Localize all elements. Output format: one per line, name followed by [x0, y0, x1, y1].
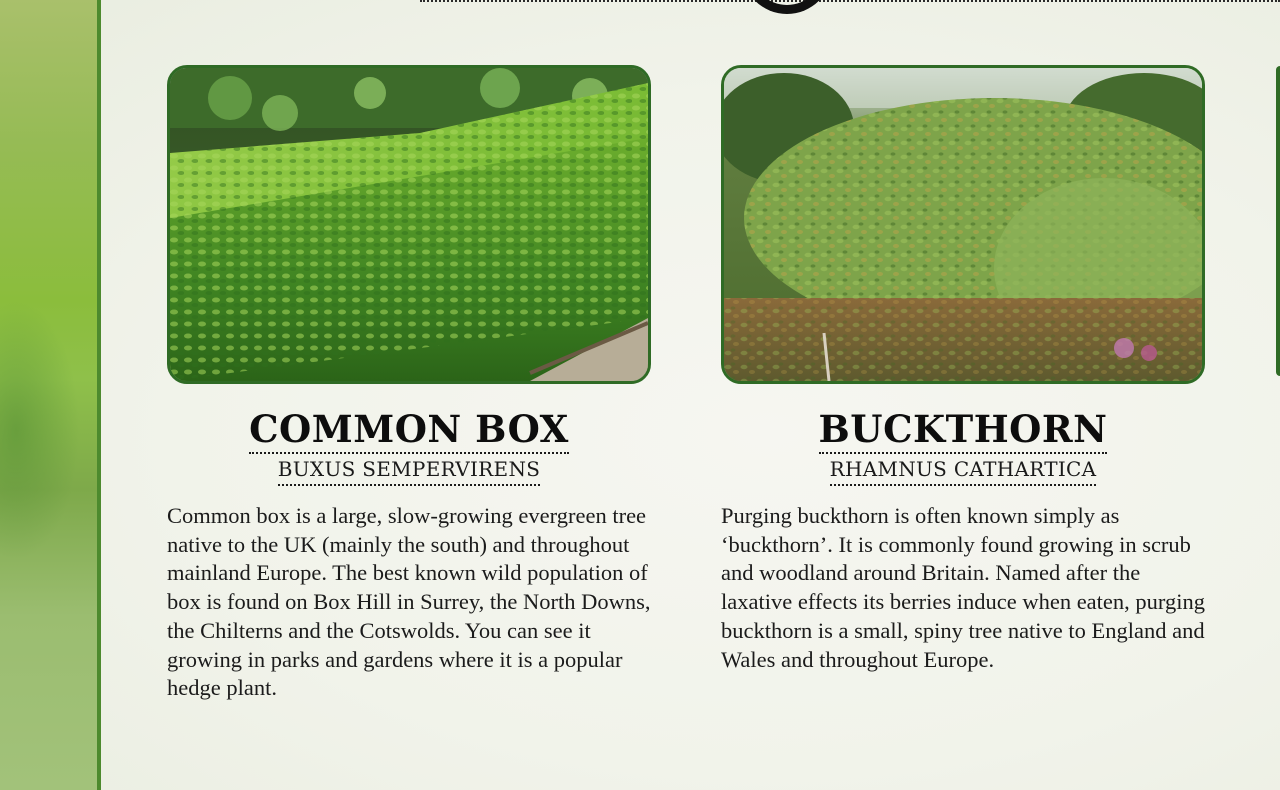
- next-card-edge: [1276, 66, 1280, 376]
- buckthorn-title: BUCKTHORN: [819, 408, 1108, 454]
- left-strip-shading: [0, 300, 80, 560]
- buckthorn-description: Purging buckthorn is often known simply as ‘buckthorn’. It is commonly found growing in scrub and woodland around Britain. Named after the laxative effects its berries induce when eaten, purging buckthorn is a small, spiny tree native to England and Wales and throughout Europe.: [721, 503, 1205, 672]
- left-border-line: [97, 0, 101, 790]
- common-box-latin-name: BUXUS SEMPERVIRENS: [278, 456, 541, 486]
- plant-card-buckthorn: [721, 65, 1205, 674]
- common-box-photo: [167, 65, 651, 384]
- common-box-title: COMMON BOX: [249, 408, 569, 454]
- buckthorn-photo: [721, 65, 1205, 384]
- buckthorn-latin-name: RHAMNUS CATHARTICA: [830, 456, 1097, 486]
- top-dotted-rule: [420, 0, 1280, 4]
- shrub-image: [724, 68, 1202, 381]
- hedge-image: [170, 68, 648, 381]
- plant-card-common-box: [167, 65, 651, 703]
- common-box-description: Common box is a large, slow-growing evergreen tree native to the UK (mainly the south) and throughout mainland Europe. The best known wild population of box is found on Box Hill in Surrey, the North Downs, the Chilterns and the Cotswolds. You can see it growing in parks and gardens where it is a popular hedge plant.: [167, 503, 651, 701]
